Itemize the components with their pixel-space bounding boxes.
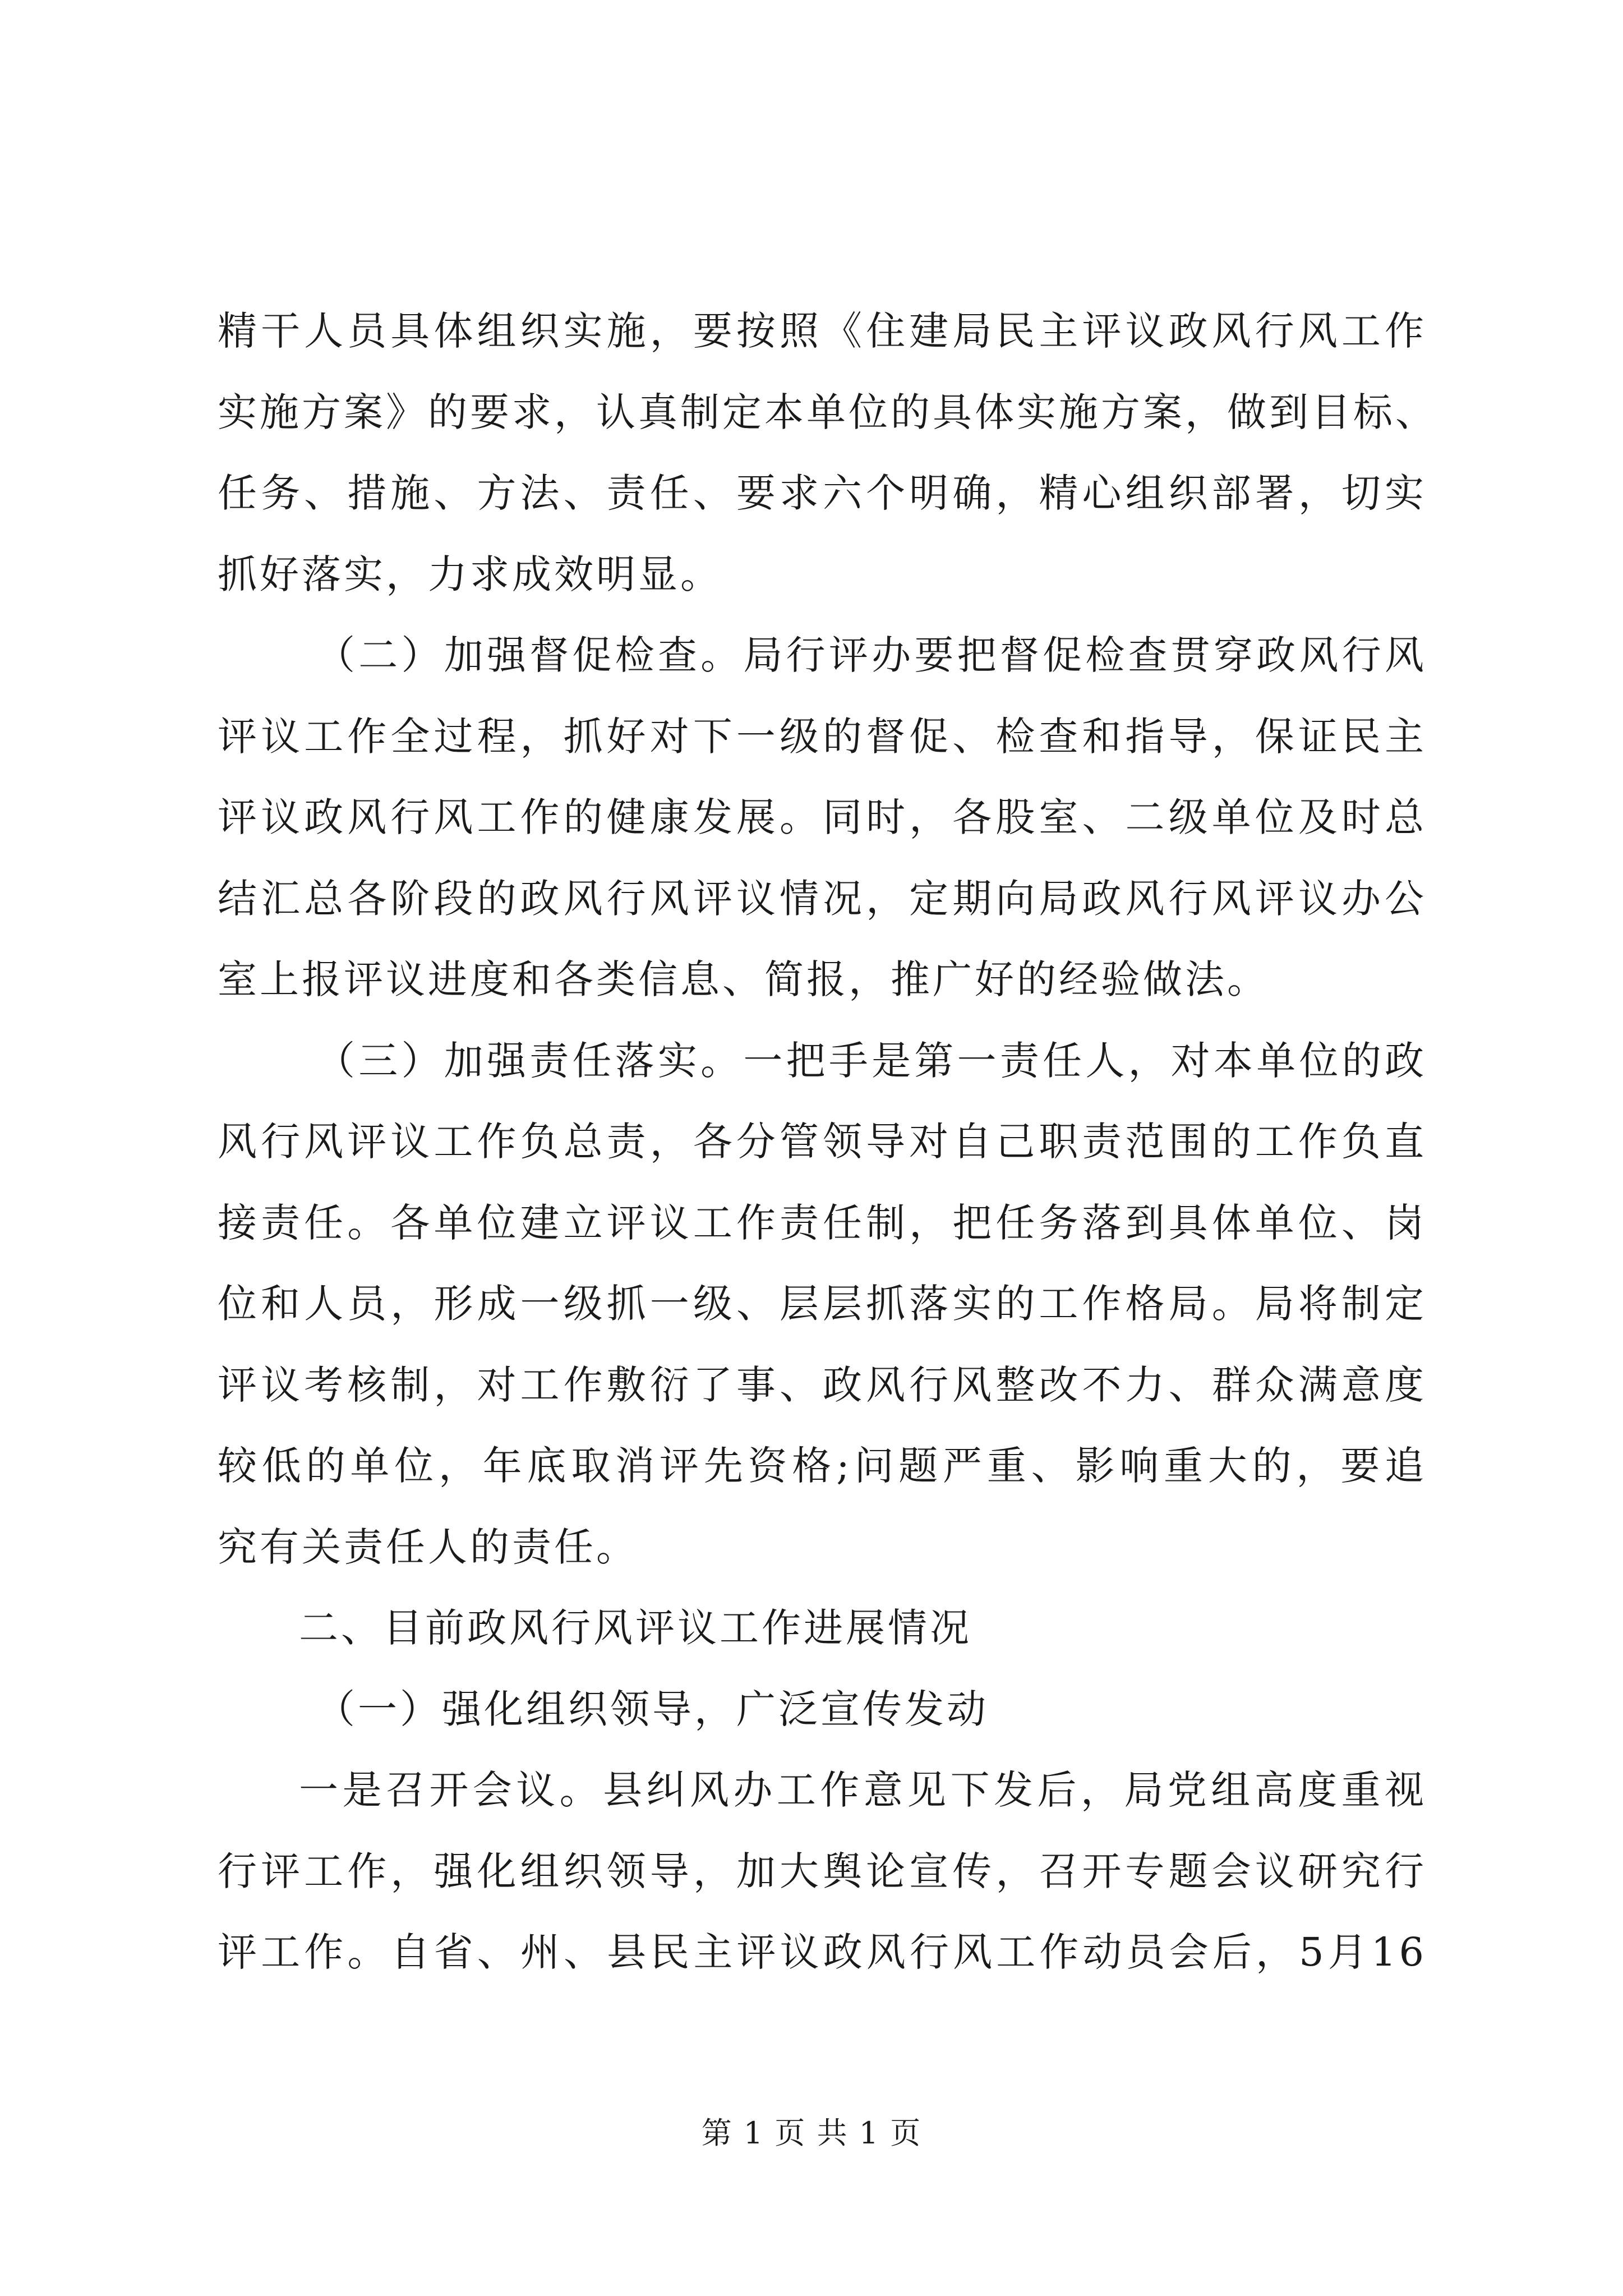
body-line: 究有关责任人的责任。 <box>218 1524 638 1570</box>
chapter-heading: 二、目前政风行风评议工作进展情况 <box>299 1605 972 1651</box>
body-line: 较低的单位，年底取消评先资格;问题严重、影响重大的，要追 <box>218 1443 1427 1489</box>
body-line: 接责任。各单位建立评议工作责任制，把任务落到具体单位、岗 <box>218 1199 1427 1246</box>
body-line: 结汇总各阶段的政风行风评议情况，定期向局政风行风评议办公 <box>218 875 1427 922</box>
subsection-heading: （一）强化组织领导，广泛宣传发动 <box>316 1686 989 1732</box>
section-heading-line: （三）加强责任落实。一把手是第一责任人，对本单位的政 <box>316 1037 1427 1084</box>
body-line: 位和人员，形成一级抓一级、层层抓落实的工作格局。局将制定 <box>218 1281 1427 1327</box>
body-line: 评工作。自省、州、县民主评议政风行风工作动员会后，5月16 <box>218 1929 1427 1975</box>
body-line: 行评工作，强化组织领导，加大舆论宣传，召开专题会议研究行 <box>218 1848 1427 1894</box>
body-line: 评议工作全过程，抓好对下一级的督促、检查和指导，保证民主 <box>218 713 1427 760</box>
page-number-footer: 第 1 页 共 1 页 <box>701 2115 922 2151</box>
paragraph-start-line: 一是召开会议。县纠风办工作意见下发后，局党组高度重视 <box>299 1767 1427 1813</box>
document-body <box>218 291 1437 1993</box>
body-line: 评议政风行风工作的健康发展。同时，各股室、二级单位及时总 <box>218 794 1427 840</box>
body-line: 精干人员具体组织实施，要按照《住建局民主评议政风行风工作 <box>218 308 1427 354</box>
body-line: 实施方案》的要求，认真制定本单位的具体实施方案，做到目标、 <box>218 389 1437 435</box>
section-heading-line: （二）加强督促检查。局行评办要把督促检查贯穿政风行风 <box>316 632 1427 678</box>
body-line: 风行风评议工作负总责，各分管领导对自己职责范围的工作负直 <box>218 1119 1427 1165</box>
body-line: 评议考核制，对工作敷衍了事、政风行风整改不力、群众满意度 <box>218 1361 1427 1408</box>
body-line: 任务、措施、方法、责任、要求六个明确，精心组织部署，切实 <box>218 470 1427 516</box>
body-line: 室上报评议进度和各类信息、简报，推广好的经验做法。 <box>218 956 1269 1002</box>
body-line: 抓好落实，力求成效明显。 <box>218 551 722 597</box>
